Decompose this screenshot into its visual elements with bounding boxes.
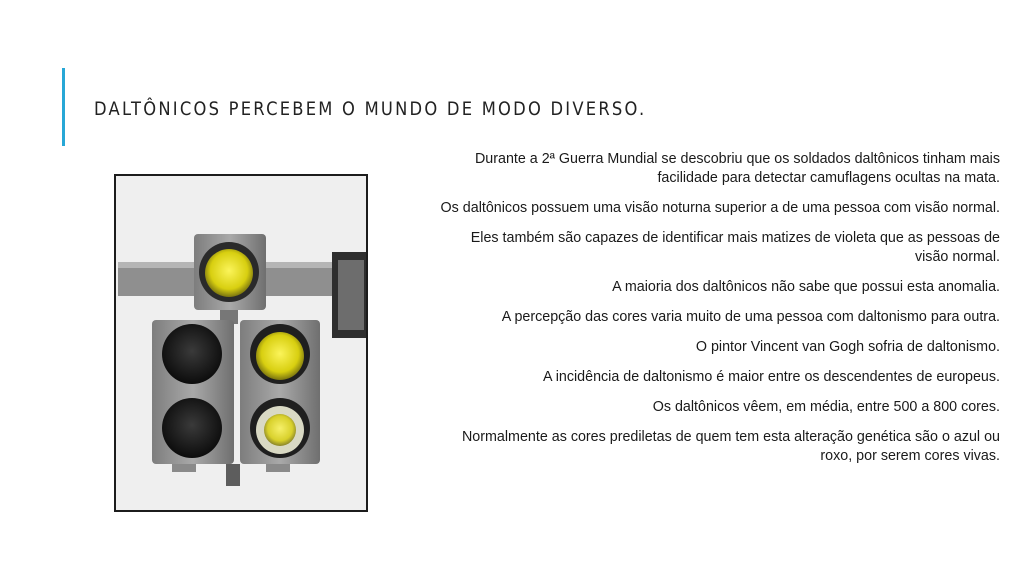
fact-item: Os daltônicos possuem uma visão noturna superior a de uma pessoa com visão normal. [440,200,1000,216]
traffic-light-lamp [205,249,253,297]
traffic-light-illustration [116,176,366,510]
traffic-light-lamp [256,332,304,380]
fact-item: O pintor Vincent van Gogh sofria de daltonismo. [695,339,1000,355]
fact-item: Durante a 2ª Guerra Mundial se descobriu que os soldados daltônicos tinham mais facilidade para detectar camuflagens ocultas na mata. [474,151,1000,186]
fact-item: A maioria dos daltônicos não sabe que possui esta anomalia. [612,279,1000,295]
slide-title: DALTÔNICOS PERCEBEM O MUNDO DE MODO DIVERSO. [94,98,647,120]
fact-item: Os daltônicos vêem, em média, entre 500 a 800 cores. [652,399,1000,415]
accent-bar [62,68,65,146]
fact-item: Eles também são capazes de identificar mais matizes de violeta que as pessoas de visão normal. [470,230,1000,265]
traffic-light-lamp [264,414,296,446]
fact-item: Normalmente as cores prediletas de quem tem esta alteração genética são o azul ou roxo, por serem cores vivas. [461,429,1000,464]
fact-item: A incidência de daltonismo é maior entre os descendentes de europeus. [543,369,1000,385]
fact-item: A percepção das cores varia muito de uma pessoa com daltonismo para outra. [501,309,1000,325]
fact-list [436,150,1000,477]
traffic-light-photo [114,174,368,512]
